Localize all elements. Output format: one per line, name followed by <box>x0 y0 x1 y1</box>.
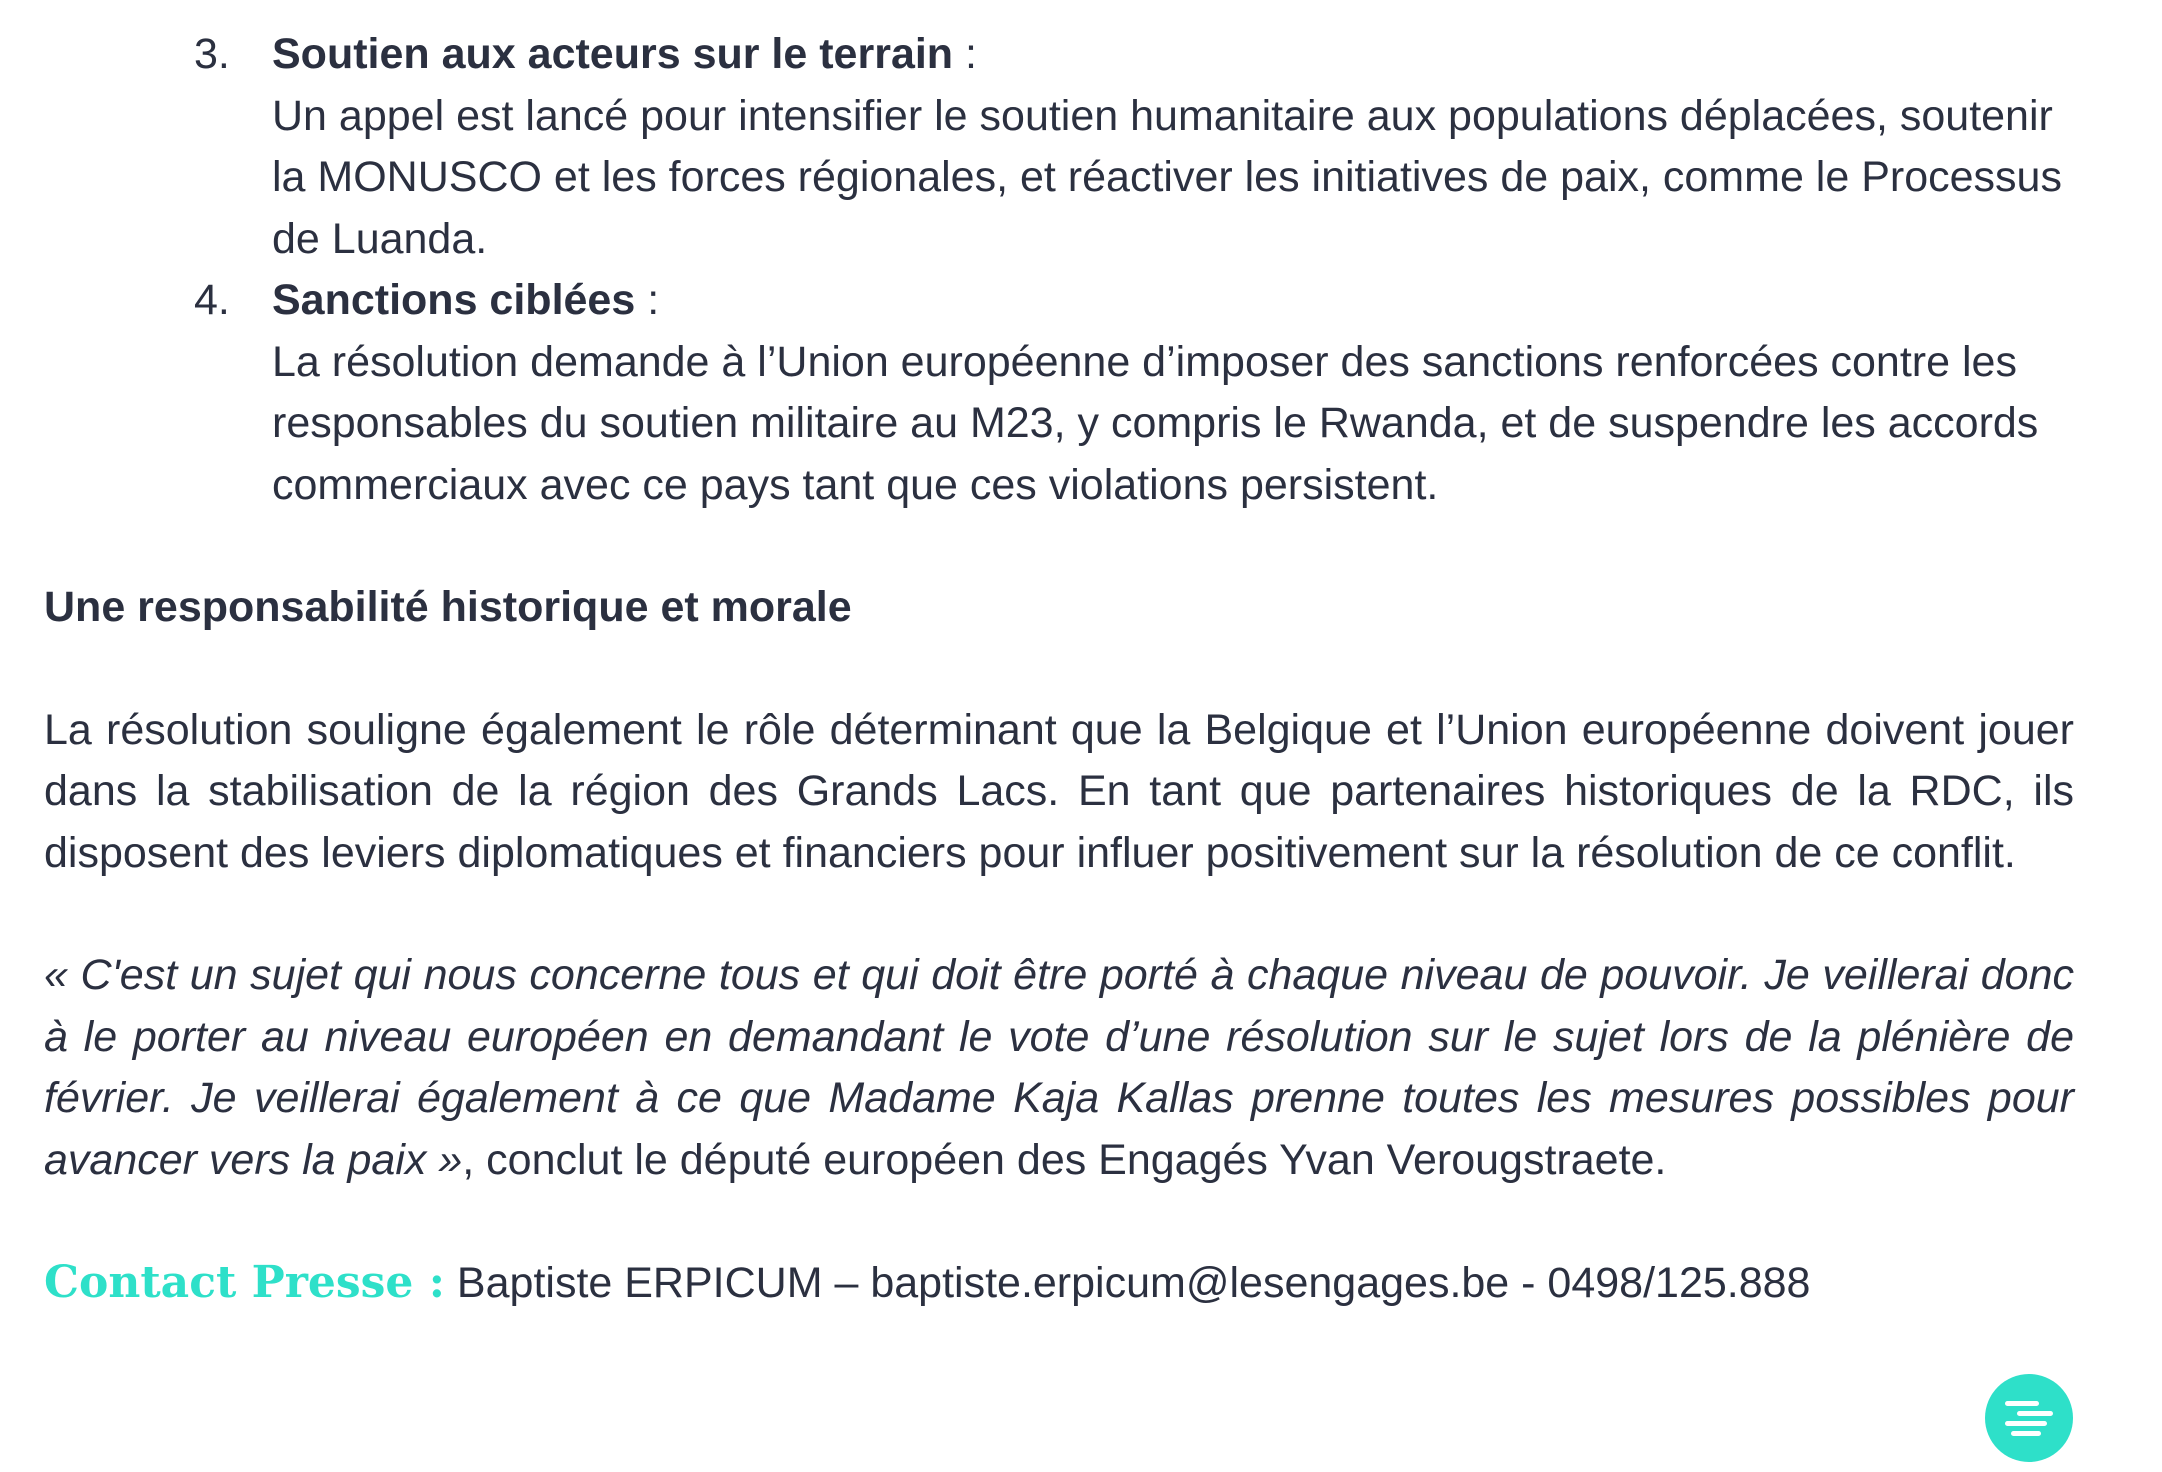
list-item-body: Un appel est lancé pour intensifier le soutien humanitaire aux populations déplacées, soutenir la MONUSCO et les forces régionales, et réactiver les initiatives de paix, comme le Processus de Luanda. <box>272 91 2062 263</box>
list-item-number: 3. <box>194 30 230 78</box>
contact-details: Baptiste ERPICUM – baptiste.erpicum@lesengages.be - 0498/125.888 <box>444 1259 1811 1307</box>
document-page <box>44 24 2074 1315</box>
logo-glyph-icon <box>2003 1398 2055 1438</box>
measures-list <box>44 24 2074 516</box>
quote-block <box>44 945 2074 1191</box>
list-item-body: La résolution demande à l’Union européenne d’imposer des sanctions renforcées contre les responsables du soutien militaire au M23, y compris le Rwanda, et de suspendre les accords commerciaux avec ce pays tant que ces violations persistent. <box>272 337 2039 509</box>
list-item-separator: : <box>953 30 977 78</box>
section-heading: Une responsabilité historique et morale <box>44 583 852 631</box>
quote-attribution: , conclut le député européen des Engagés Yvan Verougstraete. <box>462 1135 1667 1184</box>
quote-text: « C'est un sujet qui nous concerne tous et qui doit être porté à chaque niveau de pouvoir. Je veillerai donc à le porter au niveau européen en demandant le vote d’une résolution sur le sujet lors de la plénière de février. Je veillerai également à ce que Madame Kaja Kallas prenne toutes les mesures possibles pour avancer vers la paix » <box>44 951 2074 1184</box>
list-item-title: Sanctions ciblées <box>272 276 636 324</box>
list-item <box>44 24 2074 270</box>
list-item-number: 4. <box>194 276 230 324</box>
list-item <box>44 270 2074 516</box>
list-item-separator: : <box>635 276 660 324</box>
les-engages-logo-icon <box>1985 1374 2073 1462</box>
body-paragraph: La résolution souligne également le rôle déterminant que la Belgique et l’Union européenne doivent jouer dans la stabilisation de la région des Grands Lacs. En tant que partenaires historiques de la RDC, ils disposent des leviers diplomatiques et financiers pour influer positivement sur la résolution de ce conflit. <box>44 705 2074 877</box>
contact-label: Contact Presse : <box>44 1257 445 1308</box>
press-contact <box>44 1252 2074 1315</box>
list-item-title: Soutien aux acteurs sur le terrain <box>272 30 954 78</box>
